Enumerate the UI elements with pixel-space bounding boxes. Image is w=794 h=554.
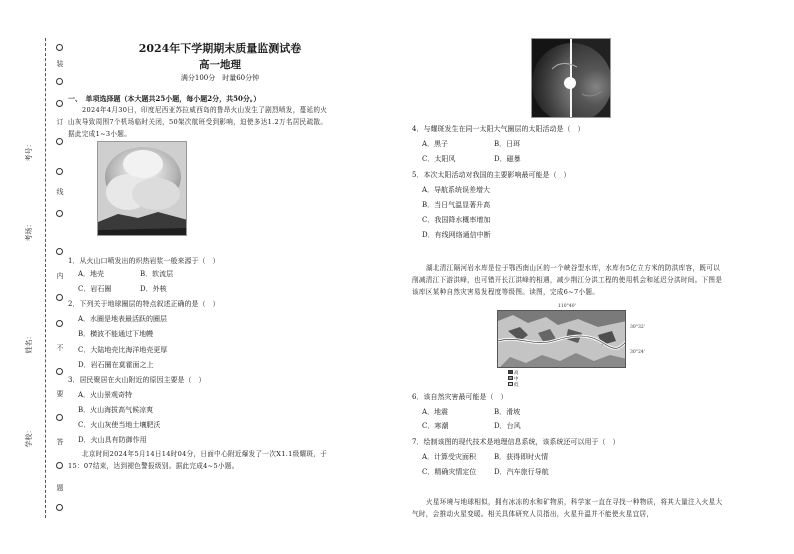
legend-medium: 中	[514, 377, 519, 382]
binding-hole	[56, 168, 63, 175]
seal-char: 线	[56, 188, 64, 196]
exam-title: 2024年下学期期末质量监测试卷	[138, 42, 302, 55]
binding-hole	[56, 138, 63, 145]
q7-option-a[interactable]: A．计算受灾面积	[422, 453, 477, 461]
seal-char: 要	[56, 390, 64, 398]
q4-option-c[interactable]: C．太阳风	[422, 155, 456, 163]
q3-option-b[interactable]: B．火山海拔高气候凉爽	[78, 406, 154, 414]
q4-option-b[interactable]: B．日珥	[494, 140, 521, 148]
seal-char: 不	[56, 344, 64, 352]
map-latitude-bottom: 30°24'	[630, 350, 645, 355]
question-6: 6．该自然灾害最可能是（ ）	[412, 393, 508, 401]
seal-char: 订	[56, 118, 64, 126]
q2-option-a[interactable]: A．水圈是地表最活跃的圈层	[78, 315, 168, 323]
field-name: 姓名：	[25, 332, 33, 354]
q2-option-c[interactable]: C．大陆地壳比海洋地壳更厚	[78, 346, 168, 354]
q1-option-c[interactable]: C．岩石圈	[78, 285, 112, 293]
volcano-eruption-photo	[97, 141, 187, 236]
score-time-line: 满分100分 时量60分钟	[180, 74, 260, 82]
question-5: 5．本次太阳活动对我国的主要影响最可能是（ ）	[412, 171, 571, 179]
solar-flare-image	[531, 38, 611, 118]
q7-option-c[interactable]: C．精确灾情定位	[422, 468, 477, 476]
q5-option-d[interactable]: D．有线网络通信中断	[422, 231, 491, 239]
question-3: 3．居民聚居在火山附近的原因主要是（ ）	[68, 376, 206, 384]
legend-low: 低	[514, 383, 519, 388]
q2-option-d[interactable]: D．岩石圈在莫霍面之上	[78, 361, 154, 369]
q4-option-d[interactable]: D．磁暴	[494, 155, 521, 163]
binding-strip	[14, 38, 64, 518]
question-4: 4．与耀斑发生在同一太阳大气圈层的太阳活动是（ ）	[412, 125, 585, 133]
map-legend	[508, 370, 519, 388]
binding-hole	[56, 462, 63, 469]
passage-volcano: 2024年4月30日，印度尼西亚苏拉威西岛的鲁昂火山发生了剧烈喷发，蔓延的火山灰导致周围7个机场临时关闭，50架次航班受到影响，迫使多达1.2万名居民疏散。据此完成1~3小题。	[68, 106, 328, 138]
binding-hole	[56, 248, 63, 255]
binding-hole	[56, 100, 63, 107]
q5-option-b[interactable]: B．当日气温显著升高	[422, 201, 491, 209]
q1-option-d[interactable]: D．外核	[140, 285, 167, 293]
binding-hole	[56, 294, 63, 301]
q6-option-b[interactable]: B．滑坡	[494, 408, 521, 416]
exam-subject: 高一地理	[199, 59, 241, 71]
question-1: 1．从火山口喷发出的炽热岩浆一般来源于（ ）	[68, 257, 220, 265]
binding-hole	[56, 414, 63, 421]
dashed-cut-line	[45, 38, 46, 518]
q1-option-a[interactable]: A．地壳	[78, 270, 105, 278]
q5-option-c[interactable]: C．我国降水概率增加	[422, 216, 491, 224]
seal-char: 内	[56, 272, 64, 280]
q3-option-a[interactable]: A．火山景观奇特	[78, 391, 133, 399]
q6-option-c[interactable]: C．寒潮	[422, 422, 449, 430]
q6-option-d[interactable]: D．台风	[494, 422, 521, 430]
q4-option-a[interactable]: A．黑子	[422, 140, 449, 148]
field-school: 学校：	[25, 426, 33, 448]
q7-option-b[interactable]: B．获得即时火情	[494, 453, 549, 461]
q6-option-a[interactable]: A．地震	[422, 408, 449, 416]
binding-hole	[56, 210, 63, 217]
q7-option-d[interactable]: D．汽车旅行导航	[494, 468, 549, 476]
q1-option-b[interactable]: B．软流层	[140, 270, 174, 278]
q3-option-c[interactable]: C．火山灰使当地土壤肥沃	[78, 421, 161, 429]
legend-high: 高	[514, 371, 519, 376]
seal-char: 题	[56, 484, 64, 492]
binding-hole	[56, 368, 63, 375]
passage-reservoir: 湖北清江隔河岩水库是位于鄂西南山区的一个峡谷型水库，水库有5亿立方米的防洪库容，既可以削减清江下游洪峰，也可错开长江洪峰的相遇，减少荆江分洪工程的使用机会和延迟分洪时间。下图是该库区某种自然灾害易发程度等级图。读图，完成6~7小题。	[412, 264, 723, 296]
binding-hole	[56, 504, 63, 511]
map-longitude-label: 110°40'	[558, 304, 576, 309]
field-exam-room: 考场：	[25, 220, 33, 242]
hazard-grade-map	[497, 310, 626, 368]
field-exam-number: 考号：	[25, 140, 33, 162]
binding-hole	[56, 44, 63, 51]
seal-char: 答	[56, 438, 64, 446]
q2-option-b[interactable]: B．横波不能通过下地幔	[78, 330, 154, 338]
map-latitude-top: 30°32'	[630, 325, 645, 330]
section-heading: 一、 单项选择题（本大题共25小题，每小题2分，共50分。）	[68, 94, 261, 103]
question-7: 7．绘制该图的现代技术是地理信息系统，该系统还可以用于（ ）	[412, 438, 620, 446]
seal-char: 装	[56, 60, 64, 68]
q3-option-d[interactable]: D．火山具有防御作用	[78, 436, 147, 444]
q5-option-a[interactable]: A．导航系统误差增大	[422, 186, 491, 194]
binding-hole	[56, 320, 63, 327]
passage-mars: 火星环境与地球相似，拥有冰冻的水和矿物质，科学家一直在寻找一种物质，将其大量注入火星大气时，会推动火星变暖。相关具体研究人员指出，火星升温并不能使火星宜居，	[412, 498, 723, 518]
binding-hole	[56, 78, 63, 85]
passage-solar-flare: 北京时间2024年5月14日14时04分，日面中心附近爆发了一次X1.1级耀斑，于15：07结束，达到褪色警报级别。据此完成4~5小题。	[68, 450, 328, 470]
question-2: 2．下列关于地球圈层的特点叙述正确的是（ ）	[68, 300, 220, 308]
